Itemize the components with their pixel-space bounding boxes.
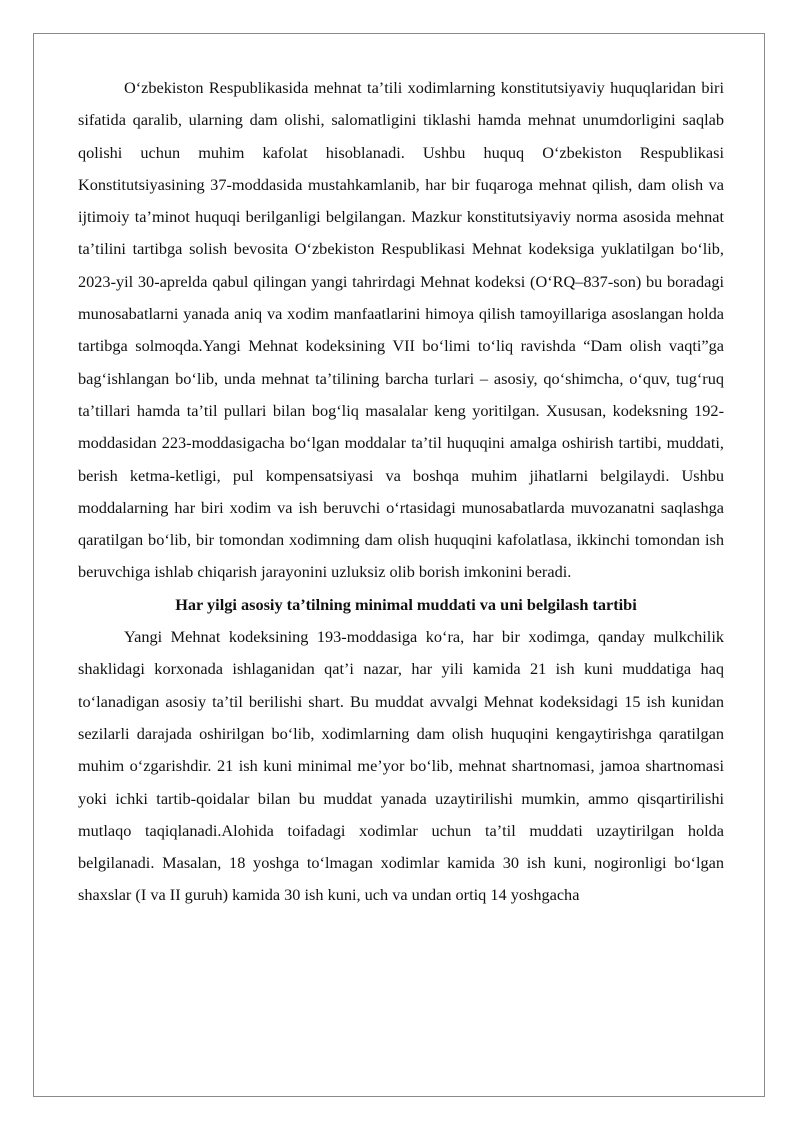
intro-paragraph: Oʻzbekiston Respublikasida mehnat taʼtili xodimlarning konstitutsiyaviy huquqlaridan biri sifatida qaralib, ularning dam olishi, salomatligini tiklashi hamda mehnat unumdorligini saqlab qolishi uchun muhim kafolat hisoblanadi. Ushbu huquq Oʻzbekiston Respublikasi Konstitutsiyasining 37-moddasida mustahkamlanib, har bir fuqaroga mehnat qilish, dam olish va ijtimoiy taʼminot huquqi berilganligi belgilangan. Mazkur konstitutsiyaviy norma asosida mehnat taʼtilini tartibga solish bevosita Oʻzbekiston Respublikasi Mehnat kodeksiga yuklatilgan boʻlib, 2023-yil 30-aprelda qabul qilingan yangi tahrirdagi Mehnat kodeksi (OʻRQ–837-son) bu boradagi munosabatlarni yanada aniq va xodim manfaatlarini himoya qilish tamoyillariga asoslangan holda tartibga solmoqda.Yangi Mehnat kodeksining VII boʻlimi toʻliq ravishda “Dam olish vaqti”ga bagʻishlangan boʻlib, unda mehnat taʼtilining barcha turlari – asosiy, qoʻshimcha, oʻquv, tugʻruq taʼtillari hamda taʼtil pullari bilan bogʻliq masalalar keng yoritilgan. Xususan, kodeksning 192-moddasidan 223-moddasigacha boʻlgan moddalar taʼtil huquqini amalga oshirish tartibi, muddati, berish ketma-ketligi, pul kompensatsiyasi va boshqa muhim jihatlarni belgilaydi. Ushbu moddalarning har biri xodim va ish beruvchi oʻrtasidagi munosabatlarda muvozanatni saqlashga qaratilgan boʻlib, bir tomondan xodimning dam olish huquqini kafolatlasa, ikkinchi tomondan ish beruvchiga ishlab chiqarish jarayonini uzluksiz olib borish imkonini beradi. <box>78 78 724 582</box>
section-heading: Har yilgi asosiy taʼtilning minimal muddati va uni belgilash tartibi <box>175 594 637 614</box>
document-body <box>78 72 724 912</box>
section-paragraph: Yangi Mehnat kodeksining 193-moddasiga koʻra, har bir xodimga, qanday mulkchilik shaklidagi korxonada ishlaganidan qatʼi nazar, har yili kamida 21 ish kuni muddatiga haq toʻlanadigan asosiy taʼtil berilishi shart. Bu muddat avvalgi Mehnat kodeksidagi 15 ish kunidan sezilarli darajada oshirilgan boʻlib, xodimlarning dam olish huquqini kengaytirishga qaratilgan muhim oʻzgarishdir. 21 ish kuni minimal meʼyor boʻlib, mehnat shartnomasi, jamoa shartnomasi yoki ichki tartib-qoidalar bilan bu muddat yanada uzaytirilishi mumkin, ammo qisqartirilishi mutlaqo taqiqlanadi.Alohida toifadagi xodimlar uchun taʼtil muddati uzaytirilgan holda belgilanadi. Masalan, 18 yoshga toʻlmagan xodimlar kamida 30 ish kuni, nogironligi boʻlgan shaxslar (I va II guruh) kamida 30 ish kuni, uch va undan ortiq 14 yoshgacha <box>78 627 724 905</box>
